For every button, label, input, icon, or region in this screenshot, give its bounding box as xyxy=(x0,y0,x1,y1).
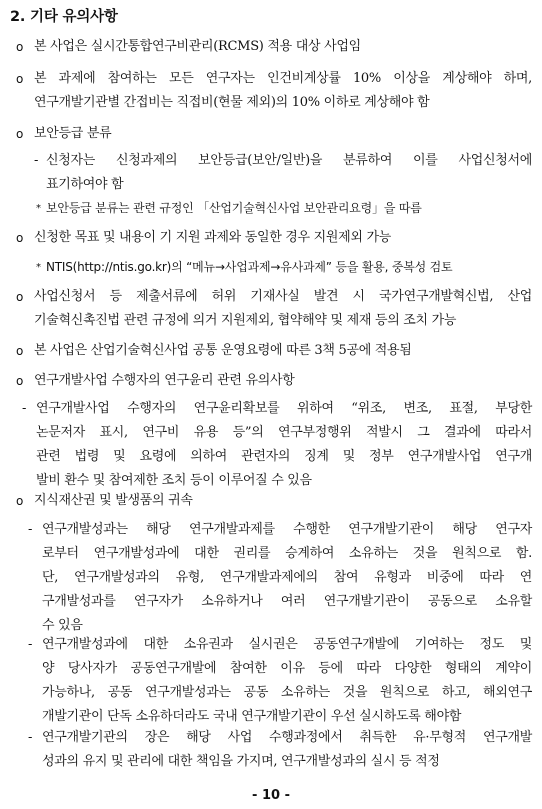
circle-bullet: o xyxy=(16,72,24,86)
text-line: 본 사업은 실시간통합연구비관리(RCMS) 적용 대상 사업임 xyxy=(34,39,361,54)
item-false-entry xyxy=(34,285,532,333)
text-line: 연구개발사업 수행자의 연구윤리확보를 위하여 “위조, 변조, 표절, 부당한 xyxy=(36,401,532,416)
text-line: NTIS(http://ntis.go.kr)의 “메뉴→사업과제→유사과제” 등을 활용, 중복성 검토 xyxy=(46,260,453,274)
section-heading: 2. 기타 유의사항 xyxy=(10,9,118,25)
text-line: 단, 연구개발성과의 유형, 연구개발과제에의 참여 유형과 비중에 따라 연 xyxy=(42,570,532,585)
item-security-sub xyxy=(46,149,532,197)
item-ip-sub-2 xyxy=(42,633,532,729)
text-line: 발비 환수 및 참여제한 조치 등이 이루어질 수 있음 xyxy=(36,473,312,488)
item-operation xyxy=(34,339,532,363)
text-line: 표기하여야 함 xyxy=(46,177,124,192)
text-line: 개발기관이 단독 소유하더라도 국내 연구개발기관이 우선 실시하도록 해야함 xyxy=(42,709,462,724)
circle-bullet: o xyxy=(16,127,24,141)
text-line: 사업신청서 등 제출서류에 허위 기재사실 발견 시 국가연구개발혁신법, 산업 xyxy=(34,289,532,304)
item-security-note xyxy=(46,196,532,220)
item-rcms xyxy=(34,35,532,59)
dash-bullet: - xyxy=(28,730,33,745)
text-line: 연구개발성과에 대한 소유권과 실시권은 공동연구개발에 기여하는 정도 및 xyxy=(42,637,532,652)
dash-bullet: - xyxy=(34,153,39,168)
text-line: 보안등급 분류 xyxy=(34,126,112,141)
text-line: 연구개발기관의 장은 해당 사업 수행과정에서 취득한 유·무형적 연구개발 xyxy=(42,730,532,745)
dash-bullet: - xyxy=(28,637,33,652)
text-line: 가능하나, 공동 연구개발성과는 공동 소유하는 것을 원칙으로 하고, 해외연구 xyxy=(42,685,532,700)
text-line: 기술혁신촉진법 관련 규정에 의거 지원제외, 협약해약 및 제재 등의 조치 가능 xyxy=(34,313,457,328)
item-ip-sub-1 xyxy=(42,518,532,638)
dash-bullet: - xyxy=(22,401,27,416)
star-bullet: * xyxy=(36,203,41,214)
item-duplicate xyxy=(34,226,532,250)
circle-bullet: o xyxy=(16,374,24,388)
text-line: 관련 법령 및 요령에 의하여 관련자의 징계 및 정부 연구개발사업 연구개 xyxy=(36,449,532,464)
text-line: 지식재산권 및 발생품의 귀속 xyxy=(34,493,193,508)
text-line: 연구개발사업 수행자의 연구윤리 관련 유의사항 xyxy=(34,373,295,388)
item-ip xyxy=(34,489,532,513)
text-line: 본 과제에 참여하는 모든 연구자는 인건비계상률 10% 이상을 계상해야 하며, xyxy=(34,71,532,86)
text-line: 수 있음 xyxy=(42,618,83,633)
circle-bullet: o xyxy=(16,40,24,54)
item-ntis-note xyxy=(46,255,532,279)
text-line: 연구개발성과는 해당 연구개발과제를 수행한 연구개발기관이 해당 연구자 xyxy=(42,522,532,537)
page-number: - 10 - xyxy=(252,788,290,803)
item-security xyxy=(34,122,532,146)
star-bullet: * xyxy=(36,262,41,273)
text-line: 본 사업은 산업기술혁신사업 공통 운영요령에 따른 3책 5공에 적용됨 xyxy=(34,343,412,358)
text-line: 보안등급 분류는 관련 규정인 「산업기술혁신사업 보안관리요령」을 따름 xyxy=(46,201,422,215)
circle-bullet: o xyxy=(16,344,24,358)
circle-bullet: o xyxy=(16,231,24,245)
circle-bullet: o xyxy=(16,290,24,304)
item-ethics-sub xyxy=(36,397,532,493)
dash-bullet: - xyxy=(28,522,33,537)
item-ethics xyxy=(34,369,532,393)
text-line: 신청자는 신청과제의 보안등급(보안/일반)을 분류하여 이를 사업신청서에 xyxy=(46,153,532,168)
text-line: 성과의 유지 및 관리에 대한 책임을 가지며, 연구개발성과의 실시 등 적정 xyxy=(42,754,440,769)
text-line: 신청한 목표 및 내용이 기 지원 과제와 동일한 경우 지원제외 가능 xyxy=(34,230,392,245)
item-indirect-cost xyxy=(34,67,532,115)
text-line: 구개발성과를 연구자가 소유하거나 여러 연구개발기관이 공동으로 소유할 xyxy=(42,594,532,609)
circle-bullet: o xyxy=(16,494,24,508)
text-line: 연구개발기관별 간접비는 직접비(현물 제외)의 10% 이하로 계상해야 함 xyxy=(34,95,430,110)
text-line: 양 당사자가 공동연구개발에 참여한 이유 등에 따라 다양한 형태의 계약이 xyxy=(42,661,532,676)
text-line: 논문저자 표시, 연구비 유용 등”의 연구부정행위 적발시 그 결과에 따라서 xyxy=(36,425,532,440)
text-line: 로부터 연구개발성과에 대한 권리를 승계하여 소유하는 것을 원칙으로 함. xyxy=(42,546,532,561)
item-ip-sub-3 xyxy=(42,726,532,774)
